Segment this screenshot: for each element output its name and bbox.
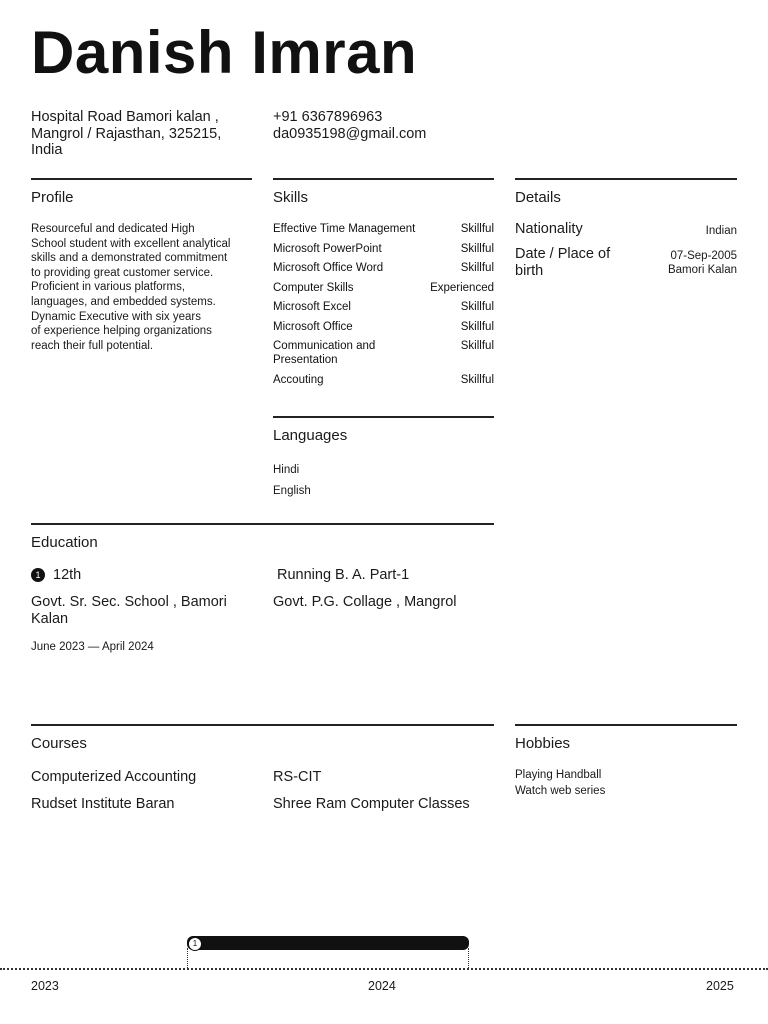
- divider: [515, 724, 737, 726]
- divider: [273, 178, 494, 180]
- timeline-start-marker: [187, 948, 188, 968]
- address-block: [31, 109, 261, 159]
- nationality-value: Indian: [705, 225, 737, 237]
- profile-line: Proficient in various platforms,: [31, 281, 186, 294]
- languages-title: Languages: [273, 427, 348, 444]
- education-title: Education: [31, 534, 98, 551]
- divider: [515, 178, 737, 180]
- course-institute: Shree Ram Computer Classes: [273, 796, 470, 812]
- education-degree-row: [31, 567, 256, 584]
- skill-name: Microsoft PowerPoint: [273, 242, 382, 255]
- course-entry: [31, 769, 261, 813]
- phone-number: +91 6367896963: [273, 109, 383, 125]
- skill-level: Skillful: [460, 262, 494, 274]
- birth-date: 07-Sep-2005: [670, 249, 737, 262]
- education-dates: June 2023 — April 2024: [31, 641, 154, 653]
- timeline-year: 2023: [31, 979, 59, 993]
- skill-name: Microsoft Excel: [273, 301, 351, 313]
- skills-list: [273, 222, 494, 392]
- education-school: Govt. Sr. Sec. School , Bamori Kalan: [31, 594, 227, 627]
- timeline-axis: [0, 968, 768, 970]
- education-entry: [31, 567, 256, 655]
- skill-level: Skillful: [460, 242, 494, 255]
- divider: [31, 178, 252, 180]
- skill-row: [273, 300, 494, 314]
- skill-row: [273, 261, 494, 275]
- birth-place: Bamori Kalan: [667, 264, 737, 277]
- hobbies-title: Hobbies: [515, 735, 571, 752]
- birth-values: [668, 246, 737, 280]
- nationality-label: Nationality: [515, 221, 583, 237]
- courses-title: Courses: [31, 735, 87, 752]
- hobbies-list: [515, 768, 605, 799]
- skill-row: [273, 281, 494, 295]
- skill-name: Accouting: [273, 373, 324, 386]
- education-school: Govt. P.G. Collage , Mangrol: [273, 594, 457, 610]
- language-item: Hindi: [273, 464, 300, 476]
- skill-name: Effective Time Management: [273, 223, 416, 235]
- profile-line: skills and a demonstrated commitment: [31, 252, 228, 265]
- timeline-year: 2025: [706, 979, 734, 993]
- profile-line: reach their full potential.: [31, 339, 154, 352]
- details-title: Details: [515, 189, 561, 206]
- timeline-entry-badge: 1: [188, 937, 202, 951]
- email-address: da0935198@gmail.com: [273, 125, 427, 142]
- course-institute: Rudset Institute Baran: [31, 796, 175, 812]
- profile-line: to providing great customer service.: [31, 266, 214, 279]
- skill-name: Microsoft Office: [273, 320, 353, 333]
- language-item: English: [273, 484, 311, 497]
- course-name: Computerized Accounting: [31, 769, 197, 785]
- skill-level: Skillful: [460, 320, 494, 333]
- profile-line: of experience helping organizations: [31, 325, 212, 338]
- education-degree: Running B. A. Part-1: [277, 567, 410, 583]
- education-degree: 12th: [53, 567, 82, 583]
- profile-line: School student with excellent analytical: [31, 237, 231, 250]
- skill-row: [273, 373, 494, 387]
- profile-title: Profile: [31, 189, 74, 206]
- address-line: India: [31, 142, 63, 158]
- course-entry: [273, 769, 503, 813]
- skill-name: Microsoft Office Word: [273, 262, 384, 274]
- skills-title: Skills: [273, 189, 309, 206]
- skill-name: Communication and Presentation: [273, 340, 376, 366]
- details-block: [515, 221, 737, 280]
- divider: [273, 416, 494, 418]
- divider: [31, 523, 494, 525]
- skill-row: [273, 320, 494, 334]
- skill-level: Skillful: [460, 223, 494, 235]
- profile-line: languages, and embedded systems.: [31, 295, 216, 308]
- birth-row: [515, 246, 737, 280]
- skill-name: Computer Skills: [273, 281, 354, 294]
- hobby-item: Watch web series: [515, 784, 606, 797]
- skill-level: Experienced: [430, 281, 494, 294]
- candidate-name: Danish Imran: [31, 19, 418, 86]
- skill-level: Skillful: [460, 340, 494, 352]
- skill-row: [273, 339, 494, 367]
- entry-number-badge: 1: [31, 568, 45, 582]
- skill-level: Skillful: [460, 301, 494, 313]
- profile-line: Resourceful and dedicated High: [31, 223, 195, 235]
- skill-row: [273, 222, 494, 236]
- nationality-row: [515, 221, 737, 239]
- education-entry: [277, 567, 497, 594]
- course-name: RS-CIT: [273, 769, 322, 785]
- profile-line: Dynamic Executive with six years: [31, 310, 201, 323]
- timeline-bar: [187, 936, 469, 950]
- address-line: Mangrol / Rajasthan, 325215,: [31, 125, 222, 142]
- divider: [31, 724, 494, 726]
- skill-row: [273, 242, 494, 256]
- skill-level: Skillful: [460, 373, 494, 386]
- languages-list: [273, 460, 311, 501]
- timeline-end-marker: [468, 948, 469, 968]
- timeline-year: 2024: [368, 979, 396, 993]
- contact-block: [273, 109, 503, 142]
- birth-label: Date / Place of birth: [515, 245, 611, 279]
- address-line: Hospital Road Bamori kalan ,: [31, 109, 219, 125]
- hobby-item: Playing Handball: [515, 769, 602, 781]
- profile-text: [31, 222, 261, 353]
